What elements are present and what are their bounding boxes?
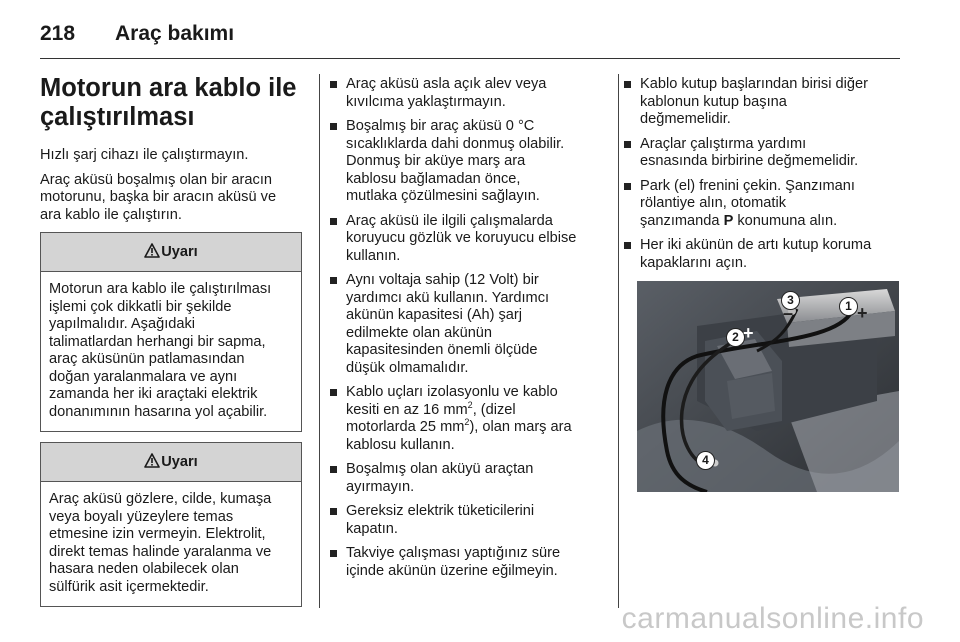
list-item: Kablo kutup başlarından birisi diğer kablonun kutup başına değmemelidir.	[622, 76, 904, 129]
plus-icon: +	[857, 303, 868, 323]
warning-box-2	[40, 442, 302, 607]
column-divider	[319, 74, 320, 608]
column-left	[40, 74, 302, 607]
list-item: Takviye çalışması yaptığınız süre içinde akünün üzerine eğilmeyin.	[328, 545, 604, 580]
bullet-icon	[624, 141, 631, 148]
callout-4: 4	[696, 451, 715, 470]
warning-title: Uyarı	[161, 244, 198, 260]
intro-paragraph-2: Araç aküsü boşalmış olan bir aracın motorunu, başka bir aracın aküsü ve ara kablo ile çalıştırın.	[40, 171, 277, 223]
bullet-icon	[624, 81, 631, 88]
bullet-icon	[330, 466, 337, 473]
bullet-icon	[330, 277, 337, 284]
warning-triangle-icon	[144, 243, 160, 262]
header-rule	[40, 58, 900, 59]
list-item: Boşalmış olan aküyü araçtan ayırmayın.	[328, 461, 604, 496]
list-item: Park (el) frenini çekin. Şanzımanı rölantiye alın, otomatik şanzımanda P konumuna alın.	[622, 178, 904, 231]
warning-header	[41, 443, 301, 482]
bullet-icon	[330, 218, 337, 225]
callout-2: 2	[726, 328, 745, 347]
warning-triangle-icon	[144, 453, 160, 472]
bullet-icon	[330, 123, 337, 130]
bullet-icon	[624, 183, 631, 190]
warning-header	[41, 233, 301, 272]
list-item: Aynı voltaja sahip (12 Volt) bir yardımcı akü kullanın. Yardımcı akünün kapasitesi (Ah) şarj edilmekte olan akünün kapasitesinden önemli ölçüde düşük olmamalıdır.	[328, 272, 604, 377]
plus-icon: +	[743, 323, 754, 343]
callout-1: 1	[839, 297, 858, 316]
bullet-icon	[330, 81, 337, 88]
warning-text: Motorun ara kablo ile çalıştırılması işlemi çok dikkatli bir şekilde yapılmalıdır. Aşağıdaki talimatlardan herhangi bir sapma, araç aküsünün patlamasından doğan yaralanmalara ve aynı zamanda her iki araçtaki elektrik donanımının hasarına yol açabilir.	[49, 281, 272, 420]
column-middle	[328, 76, 604, 587]
warning-text: Araç aküsü gözlere, cilde, kumaşa veya boyalı yüzeylere temas etmesine izin vermeyin. Elektrolit, direkt temas halinde yaralanma ve hasara neden olabilecek olan sülfürik asit içermektedir.	[49, 491, 272, 595]
section-title: Motorun ara kablo ile çalıştırılması	[40, 74, 297, 131]
list-item: Her iki akünün de artı kutup koruma kapaklarını açın.	[622, 237, 904, 272]
bullet-icon	[330, 389, 337, 396]
column-divider	[618, 74, 619, 608]
list-item: Araç aküsü asla açık alev veya kıvılcıma yaklaştırmayın.	[328, 76, 604, 111]
bullet-icon	[330, 508, 337, 515]
column-right	[622, 76, 904, 279]
list-item: Araç aküsü ile ilgili çalışmalarda koruyucu gözlük ve koruyucu elbise kullanın.	[328, 213, 604, 266]
page-header	[40, 22, 900, 52]
list-item: Araçlar çalıştırma yardımı esnasında birbirine değmemelidir.	[622, 136, 904, 171]
battery-jump-start-figure	[637, 281, 899, 492]
callout-3: 3	[781, 291, 800, 310]
list-item: Gereksiz elektrik tüketicilerini kapatın.	[328, 503, 604, 538]
warning-box-1	[40, 232, 302, 432]
page-number: 218	[40, 22, 76, 45]
list-item: Boşalmış bir araç aküsü 0 °C sıcaklıklarda dahi donmuş olabilir. Donmuş bir aküye marş ara kablosu bağlamadan önce, mutlaka çözülmesini sağlayın.	[328, 118, 604, 206]
warning-title: Uyarı	[161, 454, 198, 470]
bullet-icon	[624, 242, 631, 249]
chapter-title: Araç bakımı	[115, 22, 235, 45]
watermark: carmanualsonline.info	[621, 602, 924, 635]
minus-icon: –	[783, 303, 794, 323]
list-item: Kablo uçları izolasyonlu ve kablo kesiti en az 16 $mm^2$, (dizel motorlarda 25 $mm^2$), olan marş ara kablosu kullanın.	[328, 384, 604, 454]
intro-paragraph-1: Hızlı şarj cihazı ile çalıştırmayın.	[40, 147, 249, 163]
bullet-icon	[330, 550, 337, 557]
